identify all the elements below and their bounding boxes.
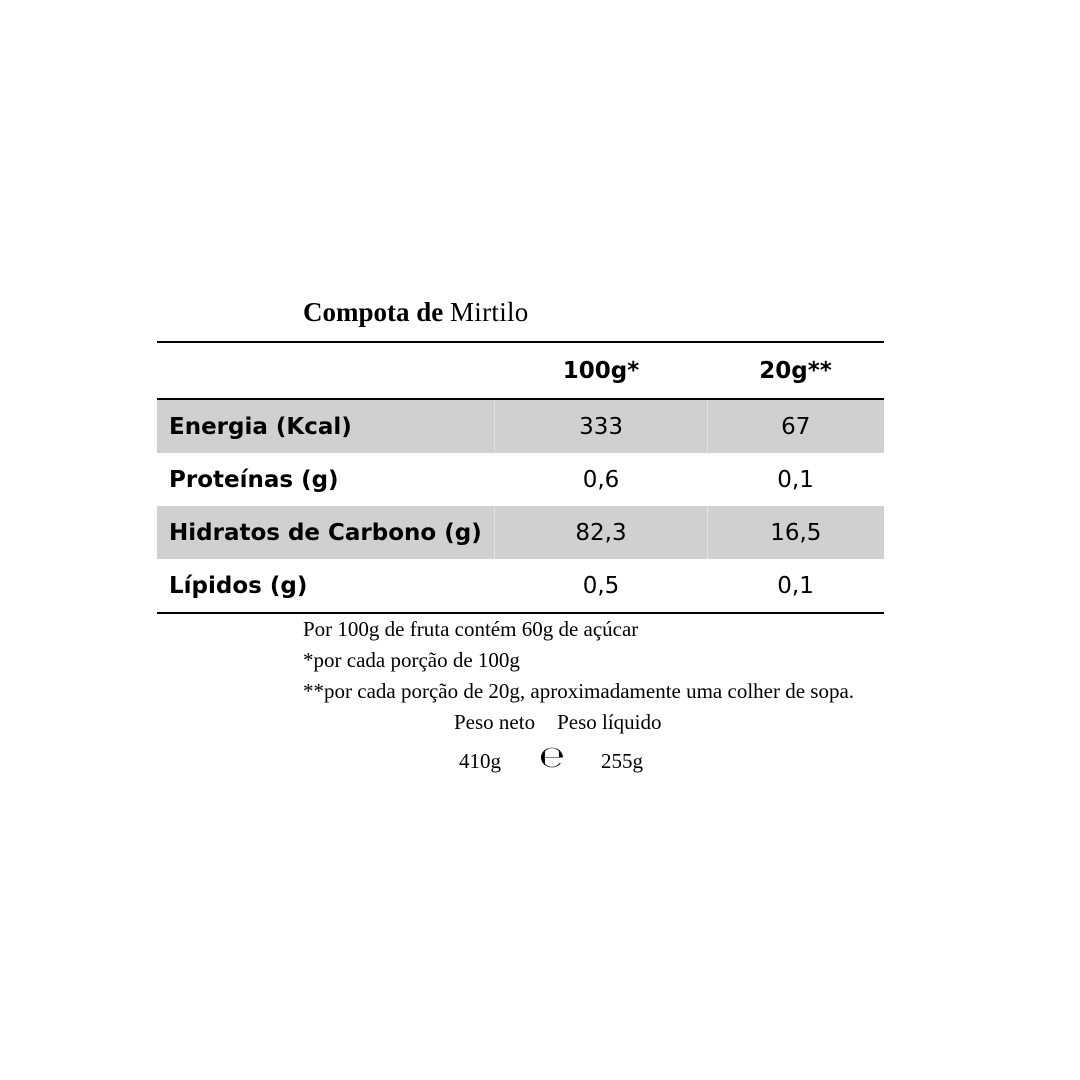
portion-20g-note: **por cada porção de 20g, aproximadamente uma colher de sopa.: [303, 679, 855, 703]
footnotes: [303, 614, 854, 707]
net-weight-value: 410g: [459, 749, 501, 773]
portion-100g-note: *por cada porção de 100g: [303, 648, 520, 672]
drained-weight-label: Peso líquido: [557, 710, 662, 734]
value-per-100g: 333: [495, 399, 707, 453]
row-label: Proteínas (g): [169, 466, 339, 493]
header-label-column: [157, 342, 495, 399]
row-label: Hidratos de Carbono (g): [157, 506, 495, 559]
header-per-20g: 20g**: [707, 342, 884, 399]
title-product-name: Mirtilo: [450, 297, 529, 327]
table-row-protein: [157, 453, 884, 506]
nutrition-table: [157, 341, 884, 614]
estimated-sign-icon: ℮: [539, 740, 565, 775]
header-per-100g: 100g*: [495, 342, 707, 399]
drained-weight-value: 255g: [601, 749, 643, 773]
value-per-100g: 0,5: [582, 572, 620, 599]
table-row-energy: [157, 399, 884, 453]
table-row-lipids: [157, 559, 884, 613]
value-per-20g: 67: [707, 399, 884, 453]
value-per-100g: 82,3: [495, 506, 707, 559]
table-header-row: [157, 342, 884, 399]
net-weight-label: Peso neto: [454, 710, 536, 734]
row-label: Energia (Kcal): [157, 399, 495, 453]
table-row-carbohydrates: [157, 506, 884, 559]
value-per-100g: 0,6: [582, 466, 620, 493]
weight-labels: [454, 707, 662, 738]
value-per-20g: 0,1: [777, 466, 814, 493]
row-label: Lípidos (g): [169, 572, 308, 599]
value-per-20g: 0,1: [777, 572, 814, 599]
title-prefix: Compota de: [303, 297, 450, 327]
value-per-20g: 16,5: [707, 506, 884, 559]
sugar-note: Por 100g de fruta contém 60g de açúcar: [303, 617, 639, 641]
product-title: [303, 294, 529, 330]
